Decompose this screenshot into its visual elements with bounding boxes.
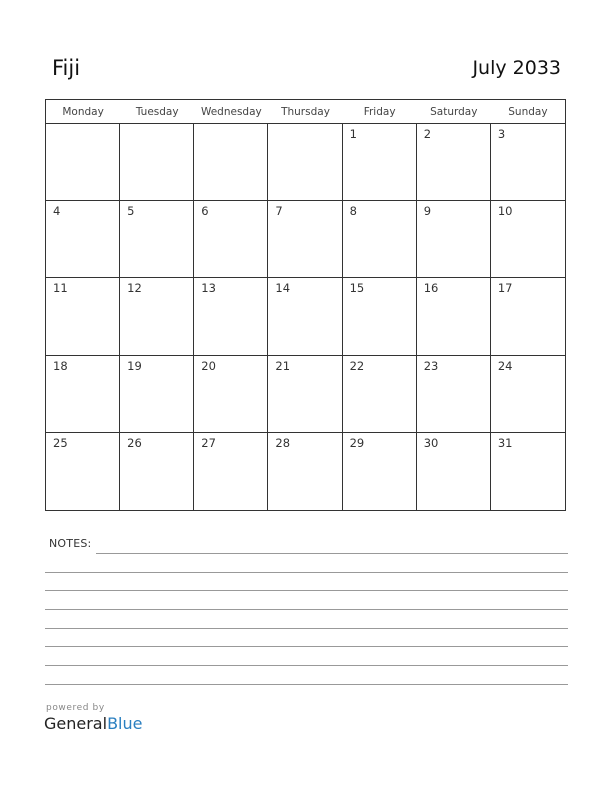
day-cell bbox=[194, 278, 268, 355]
day-number: 10 bbox=[497, 204, 513, 219]
day-cell bbox=[417, 278, 491, 355]
note-line bbox=[45, 684, 568, 685]
day-cell bbox=[194, 433, 268, 510]
day-number: 19 bbox=[127, 358, 142, 373]
day-number: 20 bbox=[201, 358, 216, 373]
notes-label: NOTES: bbox=[49, 537, 92, 550]
day-number: 31 bbox=[497, 435, 513, 450]
day-number: 24 bbox=[497, 358, 513, 373]
day-cell bbox=[268, 124, 342, 201]
day-cell bbox=[194, 201, 268, 278]
day-number: 14 bbox=[275, 281, 291, 296]
day-cell bbox=[268, 201, 342, 278]
weekday-header: Wednesday bbox=[200, 106, 262, 118]
day-cell bbox=[343, 278, 417, 355]
day-number: 4 bbox=[53, 204, 61, 219]
day-cell bbox=[417, 124, 491, 201]
day-cell bbox=[417, 433, 491, 510]
day-number: 18 bbox=[53, 358, 68, 373]
day-cell bbox=[343, 201, 417, 278]
day-grid bbox=[46, 124, 565, 510]
day-number: 26 bbox=[127, 435, 142, 450]
day-number: 11 bbox=[53, 281, 68, 296]
day-cell bbox=[46, 356, 120, 433]
day-cell bbox=[417, 201, 491, 278]
day-number: 12 bbox=[127, 281, 142, 296]
weekday-header-row bbox=[46, 100, 565, 124]
day-cell bbox=[46, 124, 120, 201]
day-cell bbox=[491, 201, 565, 278]
day-number: 15 bbox=[349, 281, 365, 296]
day-cell bbox=[491, 356, 565, 433]
day-number: 8 bbox=[349, 204, 357, 219]
day-number: 3 bbox=[497, 127, 506, 141]
day-number: 16 bbox=[423, 281, 439, 296]
day-cell bbox=[268, 433, 342, 510]
footer-branding bbox=[44, 703, 142, 733]
note-line bbox=[45, 609, 568, 610]
weekday-header: Friday bbox=[363, 106, 396, 118]
day-number: 9 bbox=[423, 204, 432, 219]
day-cell bbox=[120, 356, 194, 433]
day-number: 22 bbox=[349, 358, 365, 373]
day-cell bbox=[343, 433, 417, 510]
weekday-header: Saturday bbox=[430, 106, 478, 118]
weekday-header: Sunday bbox=[508, 106, 548, 118]
day-cell bbox=[46, 278, 120, 355]
brand-logo bbox=[44, 714, 142, 733]
brand-name-blue: Blue bbox=[107, 714, 143, 733]
day-cell bbox=[46, 433, 120, 510]
country-title: Fiji bbox=[52, 56, 81, 80]
day-number: 1 bbox=[349, 127, 357, 141]
day-cell bbox=[120, 201, 194, 278]
day-number: 13 bbox=[201, 281, 216, 296]
weekday-header: Monday bbox=[62, 106, 104, 118]
day-cell bbox=[194, 356, 268, 433]
day-number: 28 bbox=[275, 435, 291, 450]
note-line bbox=[96, 553, 568, 554]
day-cell bbox=[268, 356, 342, 433]
note-line bbox=[45, 628, 568, 629]
day-cell bbox=[194, 124, 268, 201]
day-number: 25 bbox=[53, 435, 68, 450]
day-cell bbox=[120, 278, 194, 355]
calendar-grid bbox=[45, 99, 566, 511]
day-cell bbox=[491, 433, 565, 510]
day-cell bbox=[417, 356, 491, 433]
note-line bbox=[45, 665, 568, 666]
day-cell bbox=[268, 278, 342, 355]
day-number: 21 bbox=[275, 358, 291, 373]
day-number: 5 bbox=[127, 204, 135, 219]
note-line bbox=[45, 646, 568, 647]
day-cell bbox=[491, 278, 565, 355]
brand-name-general: General bbox=[44, 714, 108, 733]
day-number: 23 bbox=[423, 358, 439, 373]
day-cell bbox=[46, 201, 120, 278]
day-number: 29 bbox=[349, 435, 365, 450]
day-cell bbox=[120, 124, 194, 201]
day-cell bbox=[120, 433, 194, 510]
day-cell bbox=[491, 124, 565, 201]
day-number: 30 bbox=[423, 435, 439, 450]
day-number: 2 bbox=[423, 127, 432, 141]
note-line bbox=[45, 590, 568, 591]
note-line bbox=[45, 572, 568, 573]
day-number: 17 bbox=[497, 281, 513, 296]
weekday-header: Tuesday bbox=[135, 106, 179, 118]
day-number: 7 bbox=[275, 204, 283, 219]
day-number: 6 bbox=[201, 204, 209, 219]
powered-by-text: powered by bbox=[46, 703, 105, 713]
day-cell bbox=[343, 356, 417, 433]
month-title: July 2033 bbox=[472, 57, 561, 79]
weekday-header: Thursday bbox=[281, 106, 330, 118]
day-cell bbox=[343, 124, 417, 201]
day-number: 27 bbox=[201, 435, 216, 450]
